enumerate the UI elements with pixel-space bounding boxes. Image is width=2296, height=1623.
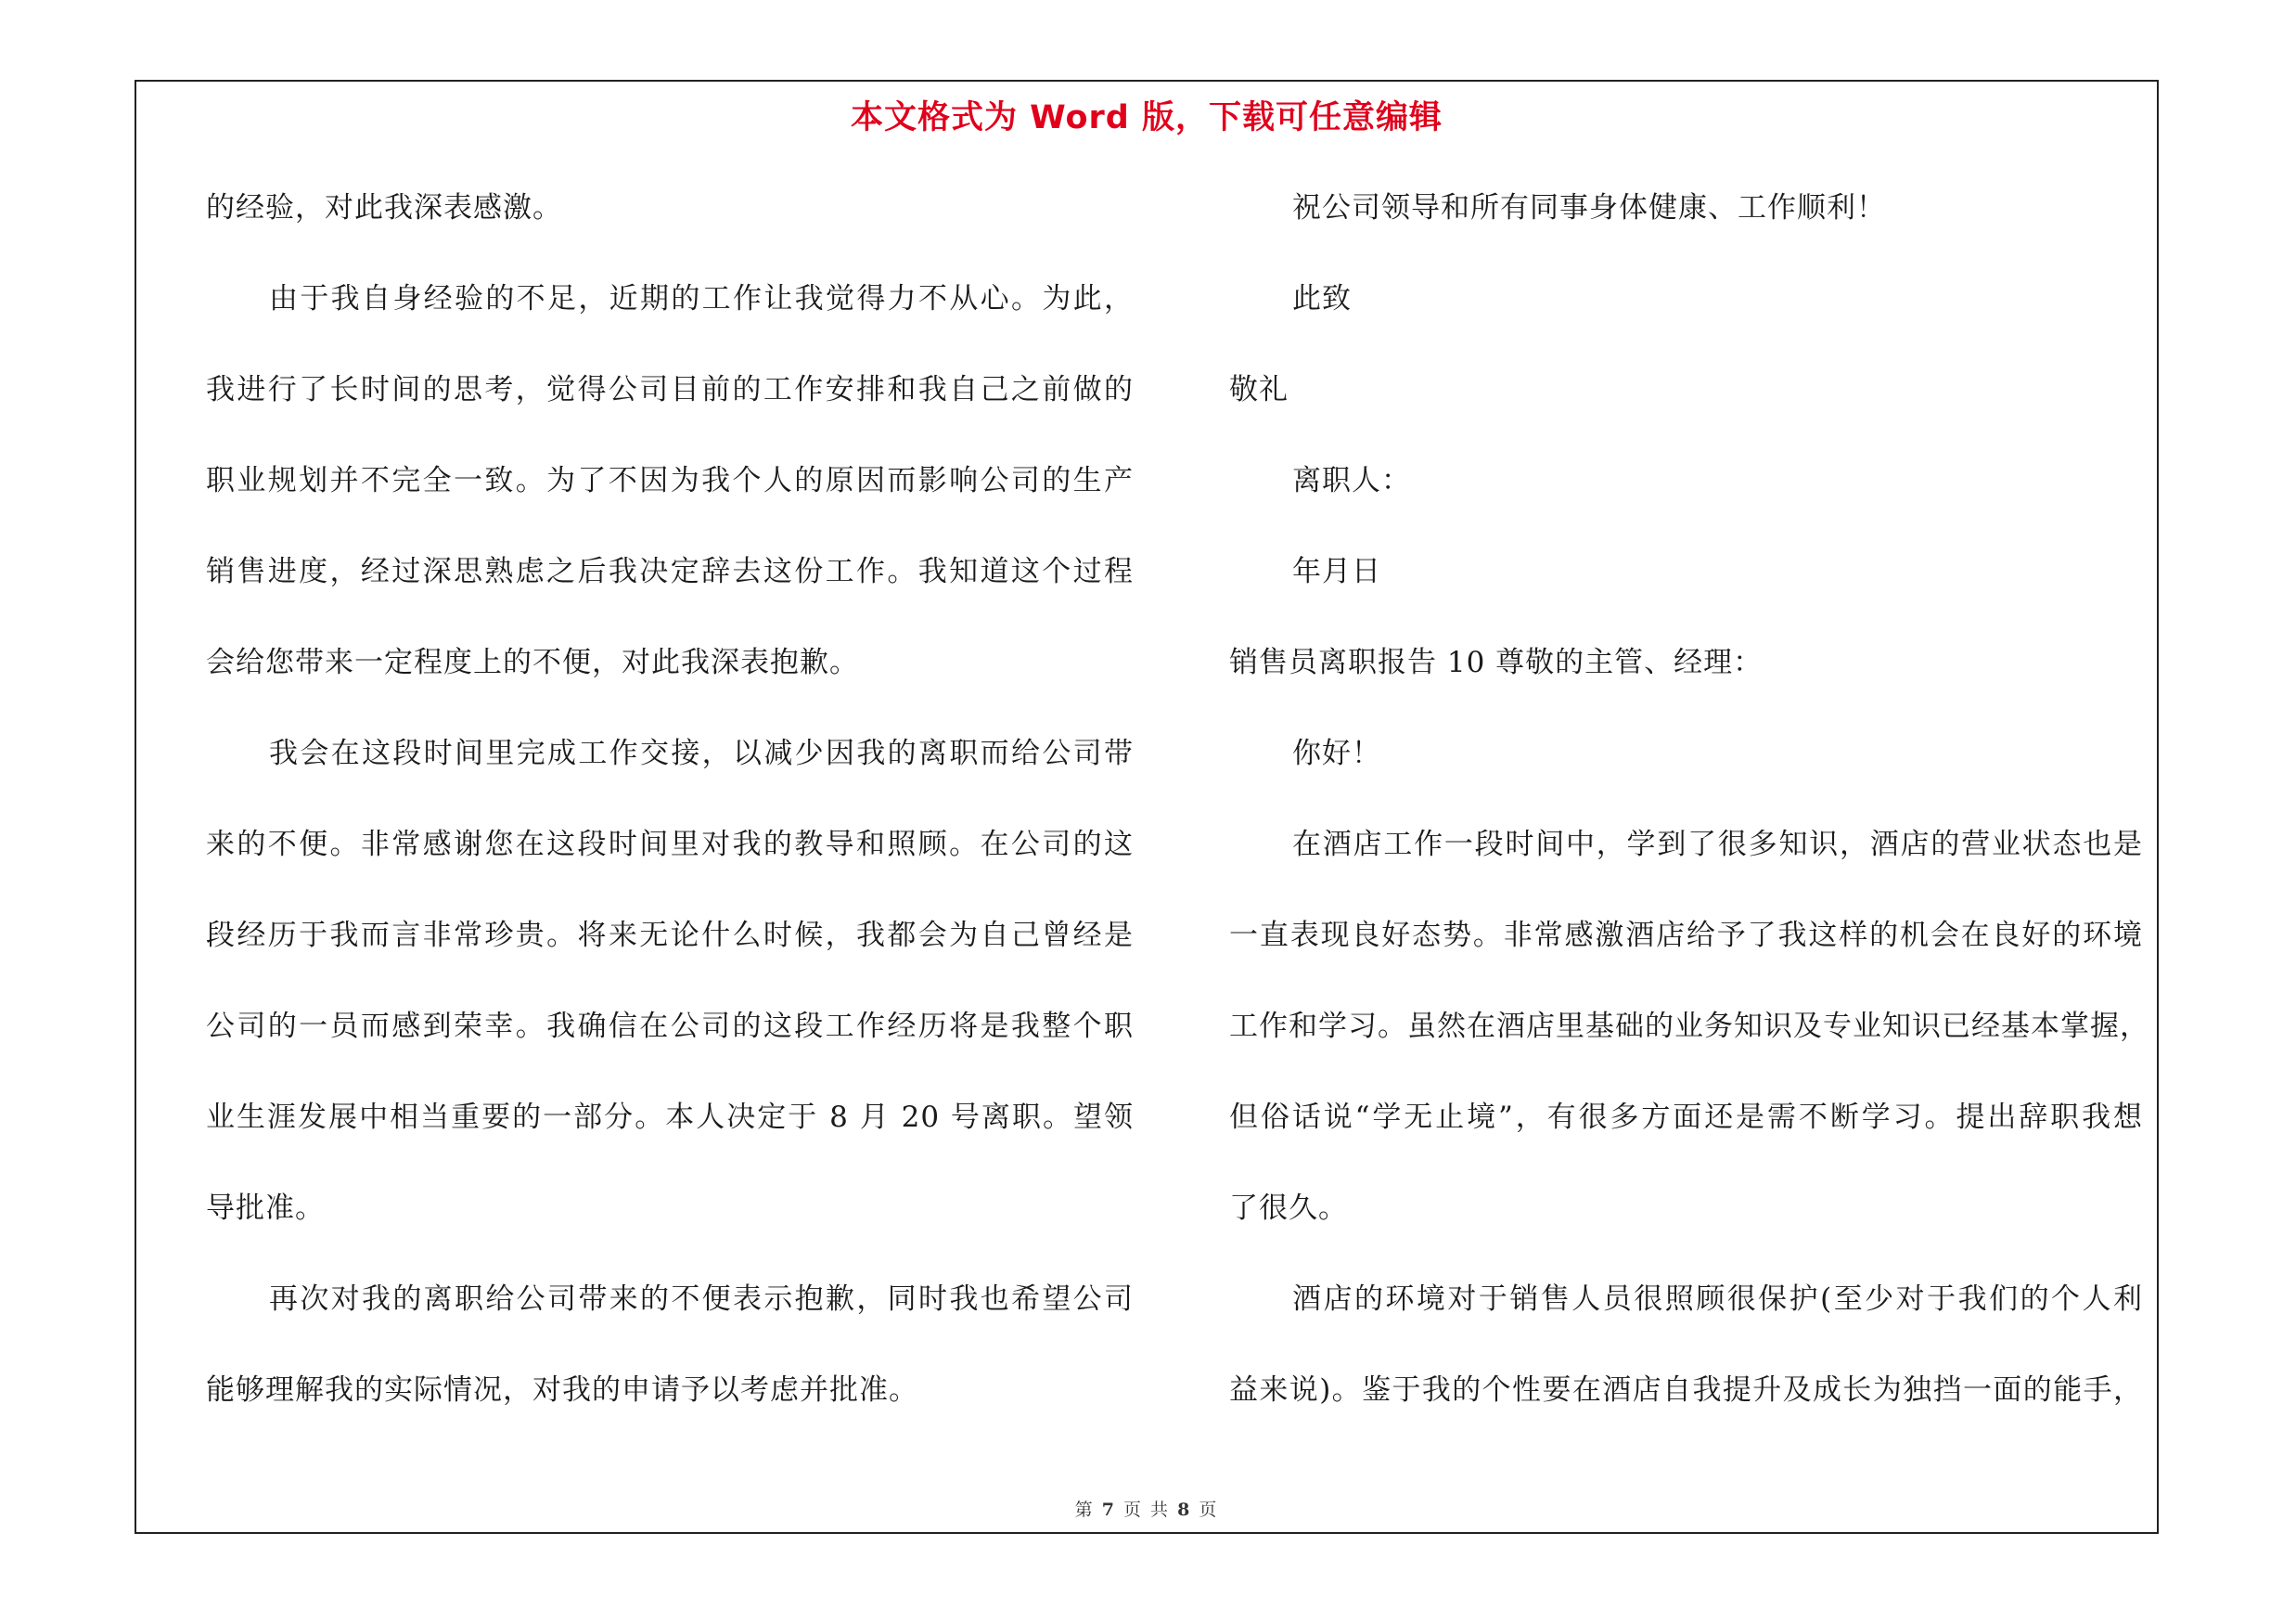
text-line: 业生涯发展中相当重要的一部分。本人决定于 8 月 20 号离职。望领 (206, 1101, 1134, 1134)
text-line: 的经验，对此我深表感激。 (206, 191, 562, 225)
left-column (206, 186, 1134, 1459)
text-line: 酒店的环境对于销售人员很照顾很保护(至少对于我们的个人利 (1292, 1282, 2143, 1316)
footer-suffix: 页 (1199, 1500, 1219, 1520)
text-line: 来的不便。非常感谢您在这段时间里对我的教导和照顾。在公司的这 (206, 828, 1134, 861)
current-page-number: 7 (1101, 1500, 1116, 1520)
text-line: 祝公司领导和所有同事身体健康、工作顺利！ (1292, 191, 1886, 225)
page-frame (135, 80, 2159, 1534)
text-line: 导批准。 (206, 1191, 325, 1225)
text-line: 离职人： (1292, 464, 1411, 497)
total-page-number: 8 (1177, 1500, 1192, 1520)
text-line: 再次对我的离职给公司带来的不便表示抱歉，同时我也希望公司 (269, 1282, 1134, 1316)
text-line: 年月日 (1292, 555, 1381, 588)
footer-middle: 页 共 (1122, 1500, 1171, 1520)
text-line: 会给您带来一定程度上的不便，对此我深表抱歉。 (206, 646, 859, 679)
text-line: 你好！ (1292, 737, 1381, 770)
text-line: 我进行了长时间的思考，觉得公司目前的工作安排和我自己之前做的 (206, 373, 1134, 406)
text-line: 益来说)。鉴于我的个性要在酒店自我提升及成长为独挡一面的能手， (1229, 1373, 2143, 1407)
right-column (1229, 186, 2149, 1459)
text-line: 销售员离职报告 10 尊敬的主管、经理： (1229, 646, 1764, 679)
text-line: 销售进度，经过深思熟虑之后我决定辞去这份工作。我知道这个过程 (206, 555, 1134, 588)
text-line: 但俗话说“学无止境”，有很多方面还是需不断学习。提出辞职我想 (1229, 1101, 2143, 1134)
text-line: 了很久。 (1229, 1191, 1348, 1225)
text-line: 我会在这段时间里完成工作交接，以减少因我的离职而给公司带 (269, 737, 1134, 770)
text-line: 段经历于我而言非常珍贵。将来无论什么时候，我都会为自己曾经是 (206, 919, 1134, 952)
text-line: 此致 (1292, 282, 1352, 316)
text-line: 在酒店工作一段时间中，学到了很多知识，酒店的营业状态也是 (1292, 828, 2143, 861)
word-format-banner: 本文格式为 Word 版，下载可任意编辑 (850, 99, 1443, 136)
text-line: 一直表现良好态势。非常感激酒店给予了我这样的机会在良好的环境 (1229, 919, 2143, 952)
text-line: 公司的一员而感到荣幸。我确信在公司的这段工作经历将是我整个职 (206, 1010, 1134, 1043)
page-footer (136, 1496, 2157, 1521)
text-line: 由于我自身经验的不足，近期的工作让我觉得力不从心。为此， (269, 282, 1134, 316)
text-line: 敬礼 (1229, 373, 1289, 406)
text-line: 能够理解我的实际情况，对我的申请予以考虑并批准。 (206, 1373, 918, 1407)
text-line: 职业规划并不完全一致。为了不因为我个人的原因而影响公司的生产 (206, 464, 1134, 497)
text-line: 工作和学习。虽然在酒店里基础的业务知识及专业知识已经基本掌握， (1229, 1010, 2149, 1043)
footer-prefix: 第 (1074, 1500, 1095, 1520)
